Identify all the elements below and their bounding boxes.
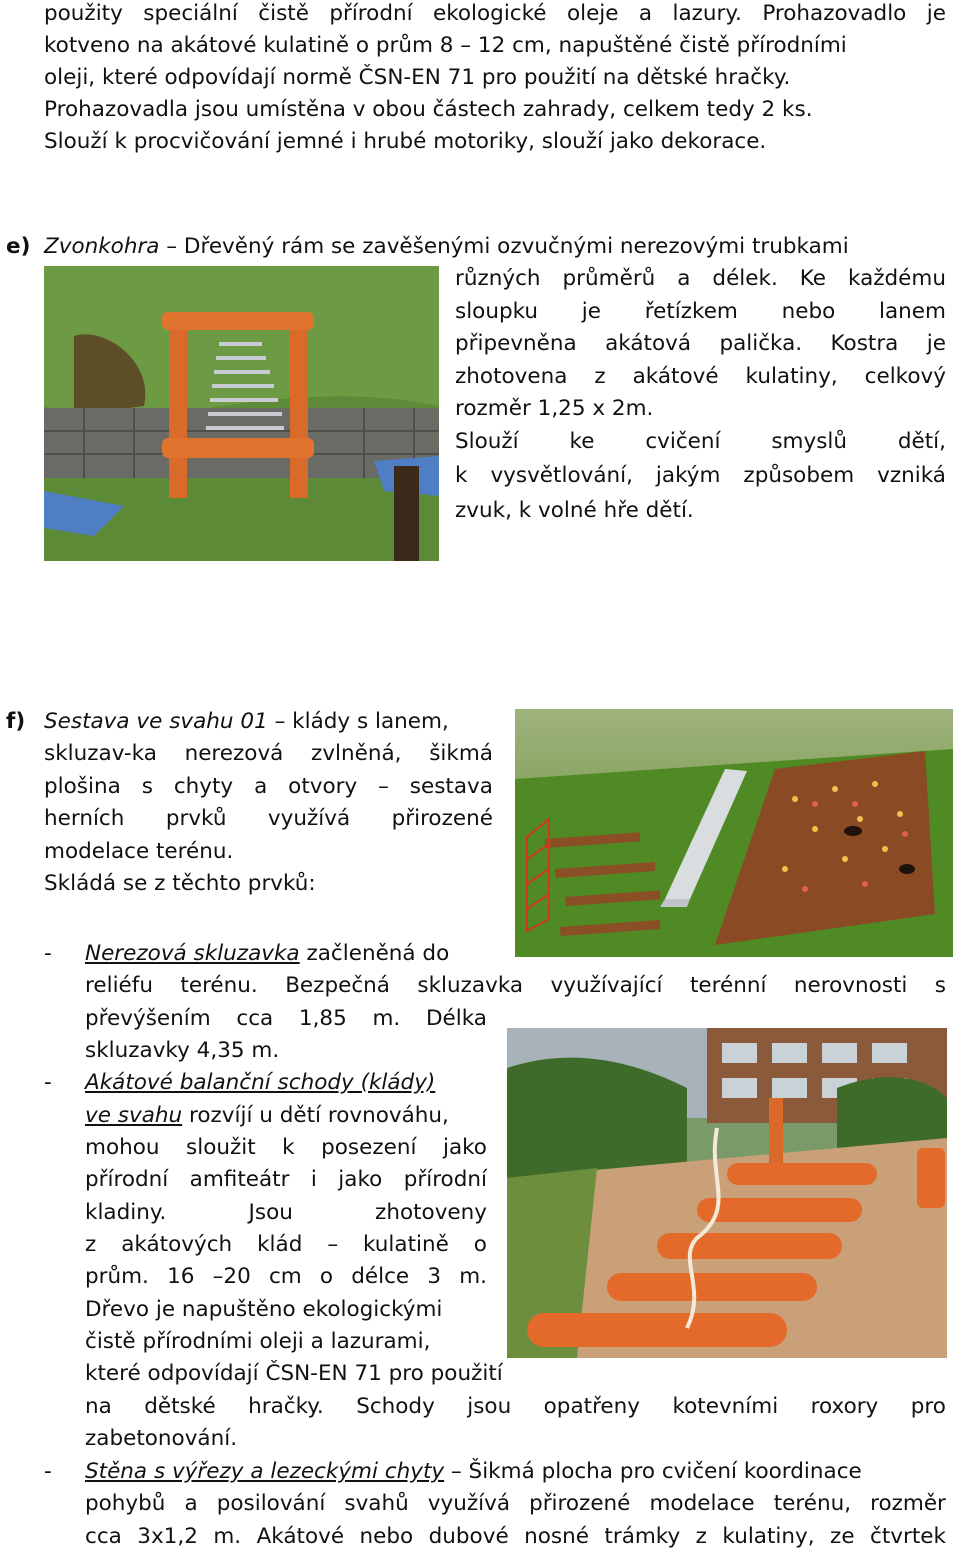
section-f-line: skluzav-ka nerezová zvlněná, šikmá — [44, 741, 493, 766]
item-3-line: pohybů a posilování svahů využívá přirozené modelace terénu, rozměr — [85, 1491, 946, 1516]
slope-set-render — [515, 709, 953, 957]
section-f-line: modelace terénu. — [44, 839, 234, 864]
item-2-title-a: Akátové balanční schody (klády) — [85, 1070, 436, 1095]
chime-photo — [44, 266, 439, 561]
item-3-title: Stěna s výřezy a lezeckými chyty — [85, 1459, 445, 1484]
section-e-line: k vysvětlování, jakým způsobem vzniká — [455, 463, 946, 488]
item-1-heading — [85, 943, 449, 965]
section-e-title-rest: – Dřevěný rám se zavěšenými ozvučnými nerezovými trubkami — [159, 234, 849, 259]
section-marker-f: f) — [6, 709, 26, 734]
item-2-line: přírodní amfiteátr i jako přírodní — [85, 1167, 487, 1192]
item-3-heading — [85, 1461, 862, 1483]
section-f-title-rest: – klády s lanem, — [267, 709, 449, 734]
item-2-line: Dřevo je napuštěno ekologickými — [85, 1297, 443, 1322]
section-e-line: připevněna akátová palička. Kostra je — [455, 331, 946, 356]
section-e-line: různých průměrů a délek. Ke každému — [455, 266, 946, 291]
section-e-line: zhotovena z akátové kulatiny, celkový — [455, 364, 946, 389]
item-2-title-b: ve svahu — [85, 1103, 183, 1128]
paragraph-line: Prohazovadla jsou umístěna v obou částech zahrady, celkem tedy 2 ks. — [44, 97, 813, 122]
item-2-line: prům. 16 –20 cm o délce 3 m. — [85, 1264, 487, 1289]
section-e-line: rozměr 1,25 x 2m. — [455, 396, 654, 421]
item-2-heading — [85, 1105, 449, 1127]
item-2-line: z akátových klád – kulatině o — [85, 1232, 487, 1257]
item-2-line: mohou sloužit k posezení jako — [85, 1135, 487, 1160]
paragraph-line: Slouží k procvičování jemné i hrubé motoriky, slouží jako dekorace. — [44, 129, 767, 154]
item-1-line: reliéfu terénu. Bezpečná skluzavka využívající terénní nerovnosti s — [85, 973, 946, 998]
item-2-line: kladiny. Jsou zhotoveny — [85, 1200, 487, 1225]
item-1-title: Nerezová skluzavka — [85, 941, 300, 966]
section-e-line: zvuk, k volné hře dětí. — [455, 498, 694, 523]
section-e-title: Zvonkohra — [44, 234, 160, 259]
paragraph-line: použity speciální čistě přírodní ekologické oleje a lazury. Prohazovadlo je — [44, 1, 946, 26]
section-e-line: Slouží ke cvičení smyslů dětí, — [455, 429, 946, 454]
item-3-line: cca 3x1,2 m. Akátové nebo dubové nosné trámky z kulatiny, ze čtvrtek — [85, 1524, 946, 1549]
log-steps-photo — [507, 1028, 947, 1358]
section-f-heading — [44, 711, 449, 733]
item-2-title-rest: rozvíjí u dětí rovnováhu, — [182, 1103, 449, 1128]
section-f-line: Skládá se z těchto prvků: — [44, 871, 316, 896]
paragraph-line: oleji, které odpovídají normě ČSN-EN 71 pro použití na dětské hračky. — [44, 65, 791, 90]
item-1-line: skluzavky 4,35 m. — [85, 1038, 280, 1063]
section-marker-e: e) — [6, 234, 31, 259]
item-1-title-rest: začleněná do — [299, 941, 450, 966]
section-e-line: sloupku je řetízkem nebo lanem — [455, 299, 946, 324]
bullet-marker: - — [44, 1459, 52, 1484]
section-f-line: plošina s chyty a otvory – sestava — [44, 774, 493, 799]
section-f-title: Sestava ve svahu 01 — [44, 709, 268, 734]
item-2-line: které odpovídají ČSN-EN 71 pro použití — [85, 1361, 503, 1386]
section-e-heading — [44, 236, 849, 258]
section-f-line: herních prvků využívá přirozené — [44, 806, 493, 831]
item-1-line: převýšením cca 1,85 m. Délka — [85, 1006, 487, 1031]
item-2-line: na dětské hračky. Schody jsou opatřeny kotevními roxory pro — [85, 1394, 946, 1419]
bullet-marker: - — [44, 1070, 52, 1095]
item-2-line: zabetonování. — [85, 1426, 238, 1451]
bullet-marker: - — [44, 941, 52, 966]
paragraph-line: kotveno na akátové kulatině o prům 8 – 12 cm, napuštěné čistě přírodními — [44, 33, 847, 58]
item-2-line: čistě přírodními oleji a lazurami, — [85, 1329, 431, 1354]
item-3-title-rest: – Šikmá plocha pro cvičení koordinace — [444, 1459, 862, 1484]
